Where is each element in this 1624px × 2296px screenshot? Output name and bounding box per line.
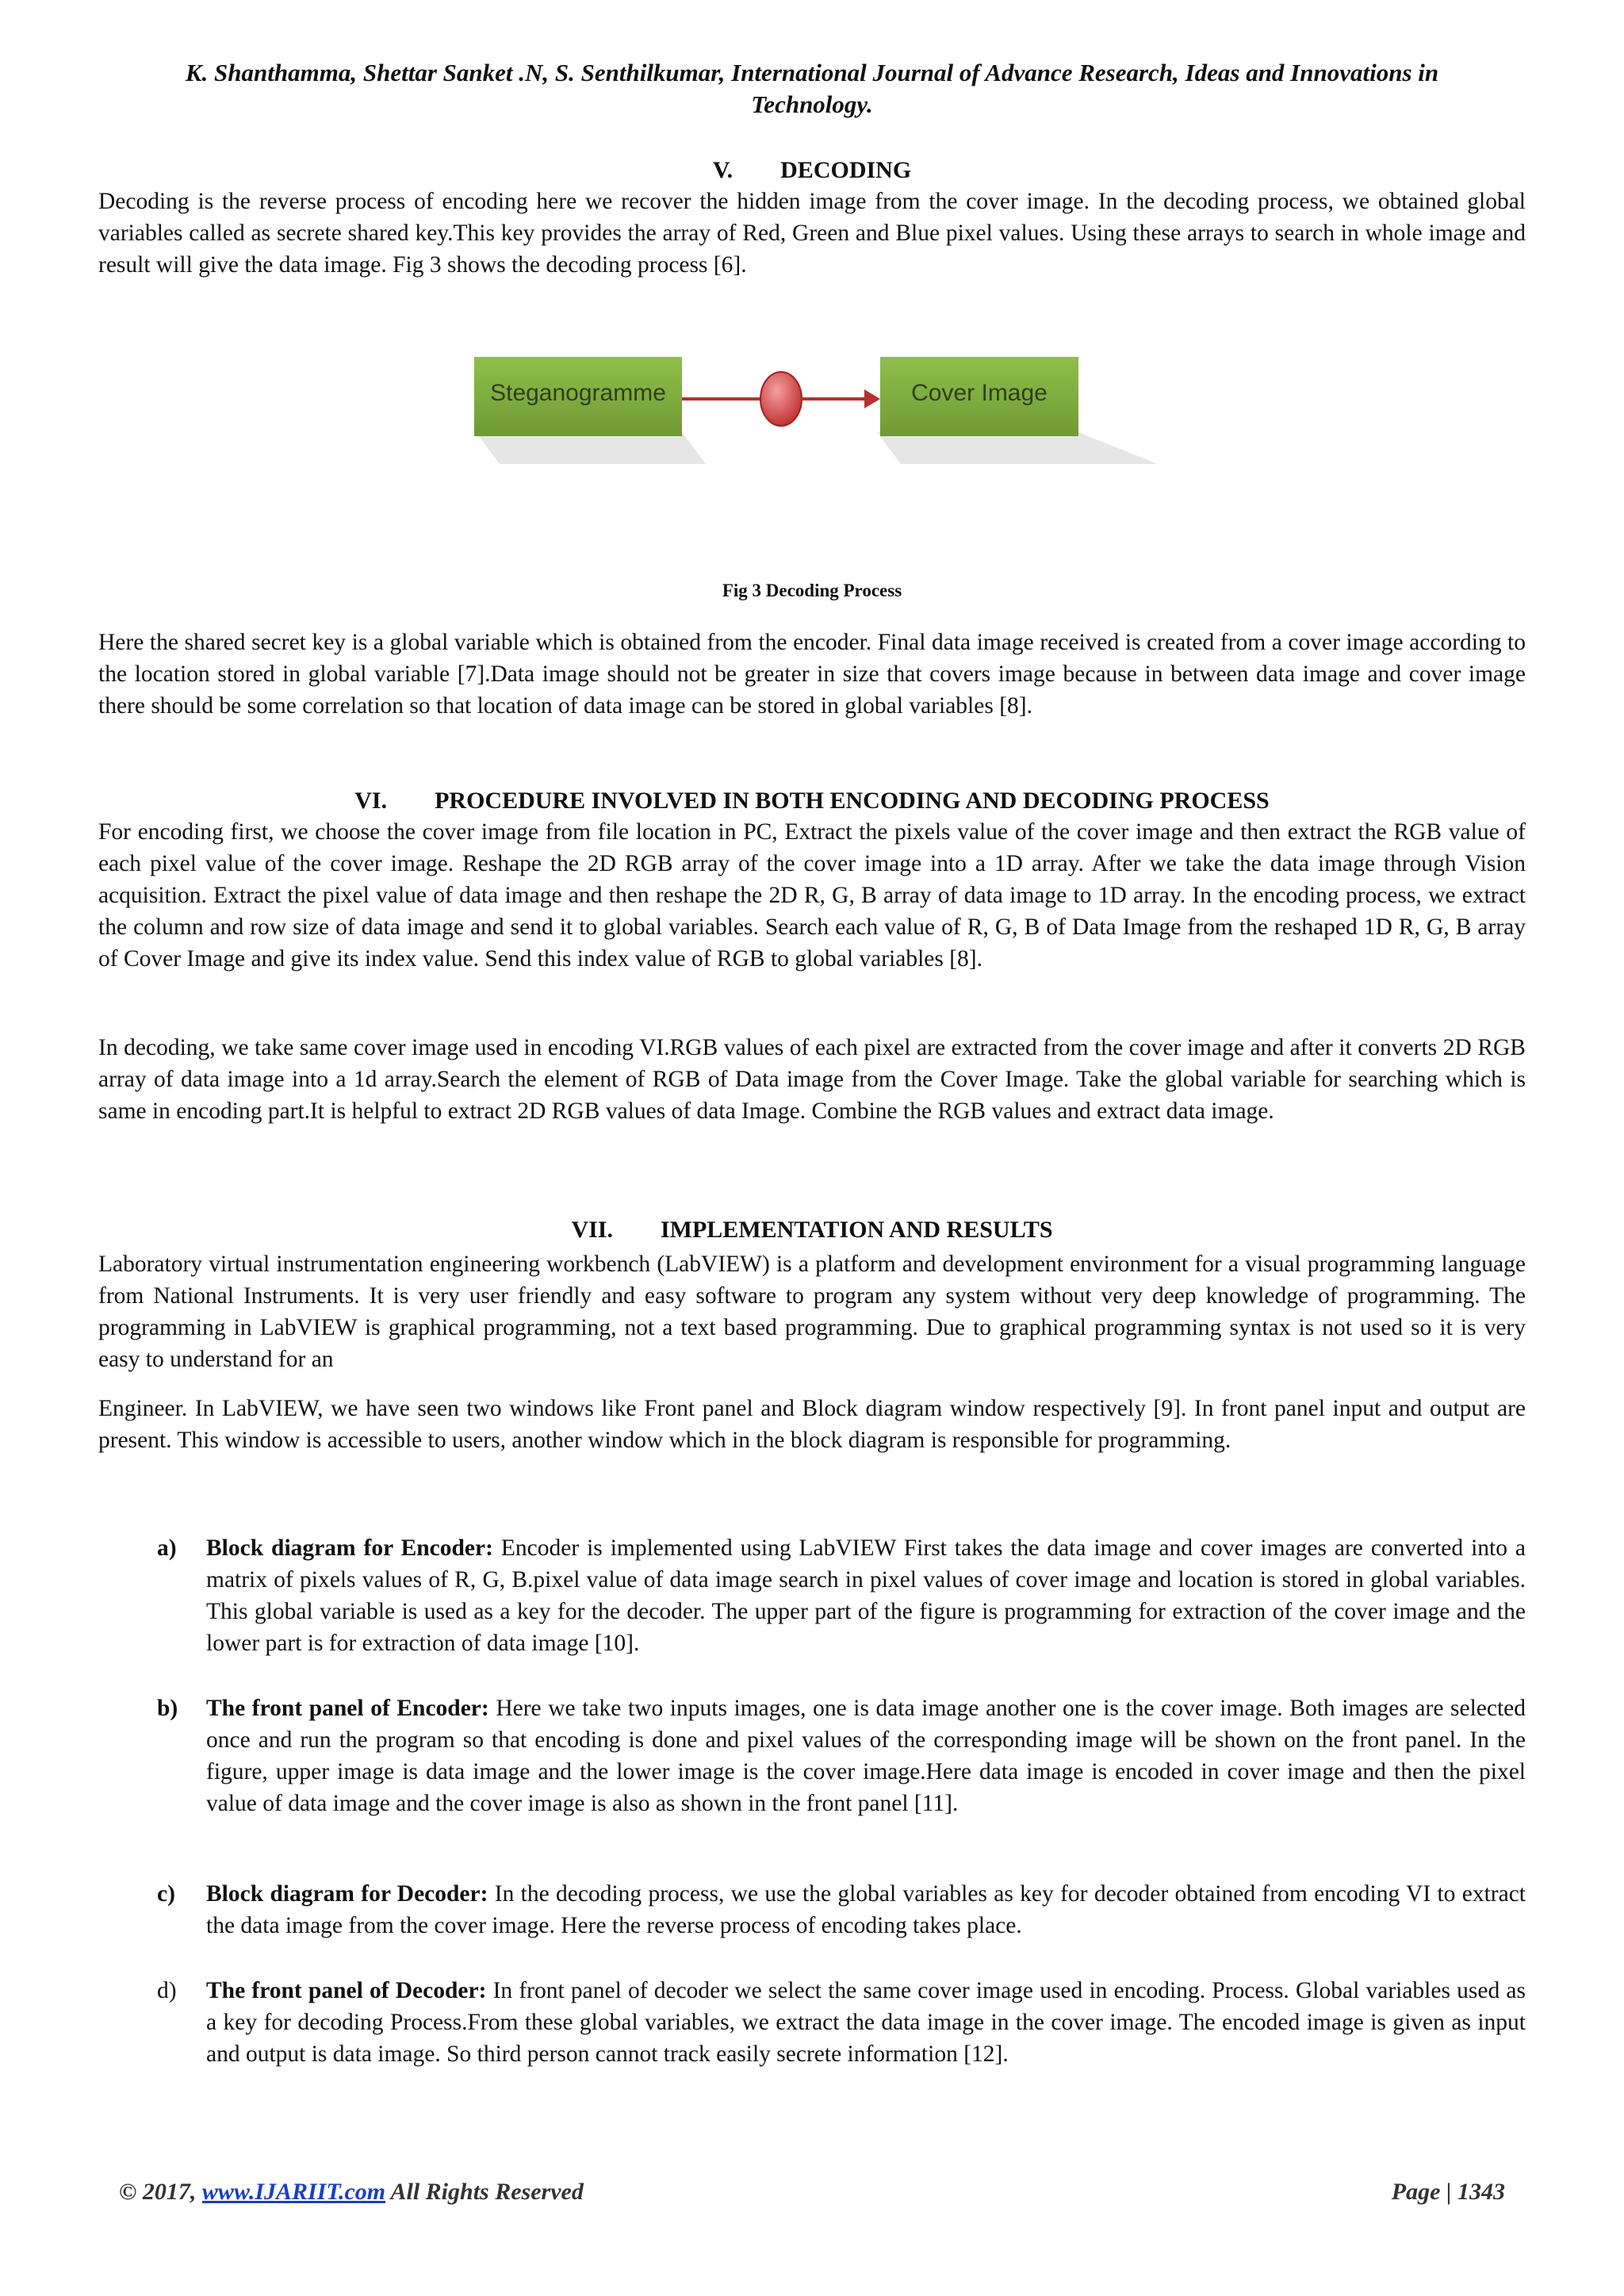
header-authors-line: K. Shanthamma, Shettar Sanket .N, S. Senthilkumar, International Journal of Advance Research, Ideas and Innovations in — [185, 59, 1439, 86]
list-item-title: The front panel of Encoder: — [206, 1696, 489, 1721]
journal-website-link[interactable]: www.IJARIIT.com — [201, 2179, 386, 2205]
left-box-shadow — [476, 432, 706, 464]
section-title: IMPLEMENTATION AND RESULTS — [660, 1217, 1053, 1243]
list-item-body: Here we take two inputs images, one is data image another one is the cover image. Both images are selected once and run the program so that encoding is done and pixel values of the corresponding image will be shown on the front panel. In the figure, upper image is data image and the lower image is the cover image.Here data image is encoded in cover image and then the pixel value of data image and the cover image is also as shown in the front panel [11]. — [206, 1696, 1526, 1816]
labview-intro-paragraph: Laboratory virtual instrumentation engineering workbench (LabVIEW) is a platform and development environment for a visual programming language from National Instruments. It is very user friendly and easy software to program any system without very deep knowledge of programming. The programming in LabVIEW is graphical programming, not a text based programming. Due to graphical programming syntax is not used so it is very easy to understand for an — [98, 1251, 1526, 1372]
list-marker: d) — [157, 1978, 177, 2003]
list-item-text — [206, 1878, 1526, 1941]
section-title: DECODING — [780, 157, 912, 183]
figure-decoding-process — [468, 345, 1166, 527]
list-item-body: In the decoding process, we use the global variables as key for decoder obtained from encoding VI to extract the data image from the cover image. Here the reverse process of encoding takes place. — [206, 1881, 1526, 1938]
arrow-head — [864, 389, 880, 408]
list-item-body: Encoder is implemented using LabVIEW First takes the data image and cover images are converted into a matrix of pixels values of R, G, B.pixel value of data image search in pixel values of cover image and location is stored in global variables. This global variable is used as a key for the decoder. The upper part of the figure is programming for extraction of the cover image and the lower part is for extraction of data image [10]. — [206, 1535, 1526, 1656]
section-title: PROCEDURE INVOLVED IN BOTH ENCODING AND DECODING PROCESS — [435, 788, 1270, 814]
section-number: VII. — [571, 1217, 613, 1243]
cover-image-label: Cover Image — [911, 380, 1048, 406]
section-heading-procedure — [98, 786, 1526, 816]
list-item-title: Block diagram for Encoder: — [206, 1535, 493, 1561]
decoder-node — [760, 372, 802, 426]
list-item-body: In front panel of decoder we select the same cover image used in encoding. Process. Global variables used as a key for decoding Process.From these global variables, we extract the data image in the cover image. The encoded image is given as input and output is data image. So third person cannot track easily secrete information [12]. — [206, 1978, 1526, 2067]
encoding-procedure-paragraph: For encoding first, we choose the cover image from file location in PC, Extract the pixels value of the cover image and then extract the RGB value of each pixel value of the cover image. Reshape the 2D RGB array of the cover image into a 1D array. After we take the data image through Vision acquisition. Extract the pixel value of data image and then reshape the 2D R, G, B array of data image to 1D array. In the encoding process, we extract the column and row size of data image and send it to global variables. Search each value of R, G, B of Data Image from the reshaped 1D R, G, B array of Cover Image and give its index value. Send this index value of RGB to global variables [8]. — [98, 819, 1526, 972]
copyright-prefix: © 2017, — [119, 2179, 202, 2205]
list-marker: a) — [157, 1535, 177, 1561]
running-header — [95, 57, 1529, 121]
list-item-title: The front panel of Decoder: — [206, 1978, 487, 2003]
list-item-text — [206, 1532, 1526, 1659]
section-heading-decoding — [98, 155, 1526, 186]
copyright-suffix: All Rights Reserved — [385, 2179, 584, 2205]
labview-windows-paragraph: Engineer. In LabVIEW, we have seen two windows like Front panel and Block diagram window respectively [9]. In front panel input and output are present. This window is accessible to users, another window which in the block diagram is responsible for programming. — [98, 1396, 1526, 1453]
section-number: VI. — [354, 788, 388, 814]
section-heading-implementation — [98, 1215, 1526, 1245]
list-item-text — [206, 1975, 1526, 2070]
list-marker: c) — [157, 1881, 175, 1907]
list-item-text — [206, 1692, 1526, 1819]
shared-key-paragraph: Here the shared secret key is a global variable which is obtained from the encoder. Final data image received is created from a cover image according to the location stored in global variable [7].Data image should not be greater in size that covers image because in between data image and cover image there should be some correlation so that location of data image can be stored in global variables [8]. — [98, 630, 1526, 719]
figure-caption: Fig 3 Decoding Process — [722, 581, 902, 600]
list-marker: b) — [157, 1696, 178, 1721]
decoding-procedure-paragraph: In decoding, we take same cover image used in encoding VI.RGB values of each pixel are extracted from the cover image and after it converts 2D RGB array of data image into a 1d array.Search the element of RGB of Data image from the Cover Image. Take the global variable for searching which is same in encoding part.It is helpful to extract 2D RGB values of data Image. Combine the RGB values and extract data image. — [98, 1035, 1526, 1124]
copyright-notice — [119, 2177, 584, 2207]
header-journal-line: Technology. — [751, 90, 873, 118]
decoding-paragraph: Decoding is the reverse process of encoding here we recover the hidden image from the cover image. In the decoding process, we obtained global variables called as secrete shared key.This key provides the array of Red, Green and Blue pixel values. Using these arrays to search in whole image and result will give the data image. Fig 3 shows the decoding process [6]. — [98, 189, 1526, 278]
section-number: V. — [712, 157, 733, 183]
right-box-shadow — [877, 432, 1158, 464]
steganogramme-label: Steganogramme — [490, 380, 666, 406]
decoding-diagram — [468, 345, 1166, 527]
page-number: Page | 1343 — [1391, 2179, 1505, 2205]
list-item-title: Block diagram for Decoder: — [206, 1881, 488, 1907]
